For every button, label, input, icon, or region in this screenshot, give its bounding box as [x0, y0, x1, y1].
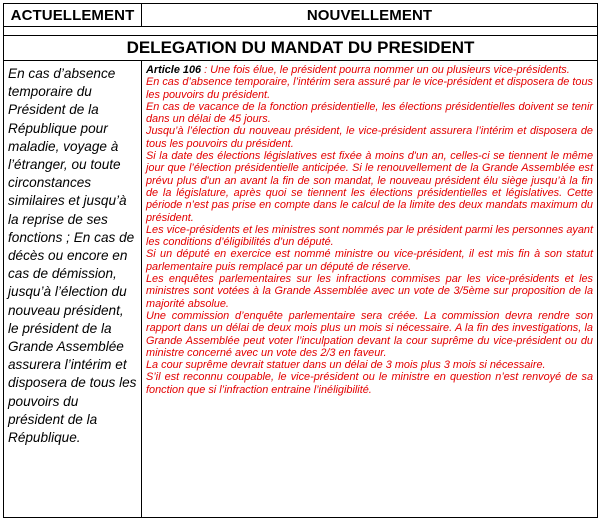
new-paragraph-10: La cour suprême devrait statuer dans un délai de 3 mois plus 3 mois si nécessaire. — [146, 359, 546, 372]
header-row — [4, 4, 598, 27]
new-paragraph-1 — [146, 64, 593, 76]
new-text-cell — [142, 61, 598, 518]
new-paragraph-4: Jusqu’à l’élection du nouveau président, le vice-président assurera l’intérim et disposera de tous les pouvoirs du président. — [146, 125, 593, 150]
new-paragraph-6: Les vice-présidents et les ministres sont nommés par le président parmi les personnes ayant les conditions d’éligibilités d’un député. — [146, 223, 593, 249]
content-row — [4, 61, 598, 518]
new-paragraph-2: En cas d’absence temporaire, l’intérim sera assuré par le vice-président et disposera de tous les pouvoirs du président. — [146, 76, 593, 101]
new-paragraph-8: Les enquêtes parlementaires sur les infractions commises par les vice-présidents et les ministres sont votées à la Grande Assemblée avec un vote de 3/5ème sur proposition de la majorité absolue. — [146, 273, 593, 310]
article-label: Article 106 — [146, 64, 202, 76]
new-paragraph-7: Si un député en exercice est nommé ministre ou vice-président, il est mis fin à son statut parlementaire puis remplacé par un député de réserve. — [146, 248, 593, 273]
current-text: En cas d’absence temporaire du Président de la République pour maladie, voyage à l’étranger, ou toute circonstances similaires et jusqu’à la reprise de ses fonctions ; En cas de décès ou encore en cas de démission, jusqu’à l’élection du nouveau président, le président de la Grande Assemblée assurera l’intérim et disposera de tous les pouvoirs du président de la République. — [4, 61, 142, 518]
new-paragraph-5: Si la date des élections législatives est fixée à moins d'un an, celles-ci se tiennent le même jour que l’élection présidentielle anticipée. Si le renouvellement de la Grande Assemblée est prévu plus d'un an avant la fin de son mandat, le nouveau président élu siège jusqu’à la fin de la législature, après quoi se tiennent les élections présidentielles et législatives. Cette période n’est pas prise en compte dans le calcul de la limite des deux mandats maximum du président. — [146, 150, 593, 224]
new-paragraph-9: Une commission d’enquête parlementaire sera créée. La commission devra rendre son rapport dans un délai de deux mois plus un mois si nécessaire. A la fin des investigations, la Grande Assemblée peut voter l’inculpation devant la cour suprême du vice-président ou du ministre concerné avec un vote des 2/3 en faveur. — [146, 309, 593, 359]
comparison-table — [3, 3, 598, 518]
new-paragraph-3: En cas de vacance de la fonction présidentielle, les élections présidentielles doivent se tenir dans un délai de 45 jours. — [146, 100, 593, 126]
section-row — [4, 36, 598, 61]
spacer-cell — [4, 27, 598, 36]
header-current: ACTUELLEMENT — [4, 4, 142, 27]
section-title: DELEGATION DU MANDAT DU PRESIDENT — [4, 36, 598, 61]
article-intro: : Une fois élue, le président pourra nommer un ou plusieurs vice-présidents. — [201, 64, 570, 76]
spacer-row — [4, 27, 598, 36]
new-paragraph-11: S’il est reconnu coupable, le vice-président ou le ministre en question n’est renvoyé de sa fonction que si l’infraction entraine l’inéligibilité. — [146, 371, 593, 396]
header-new: NOUVELLEMENT — [142, 4, 598, 27]
